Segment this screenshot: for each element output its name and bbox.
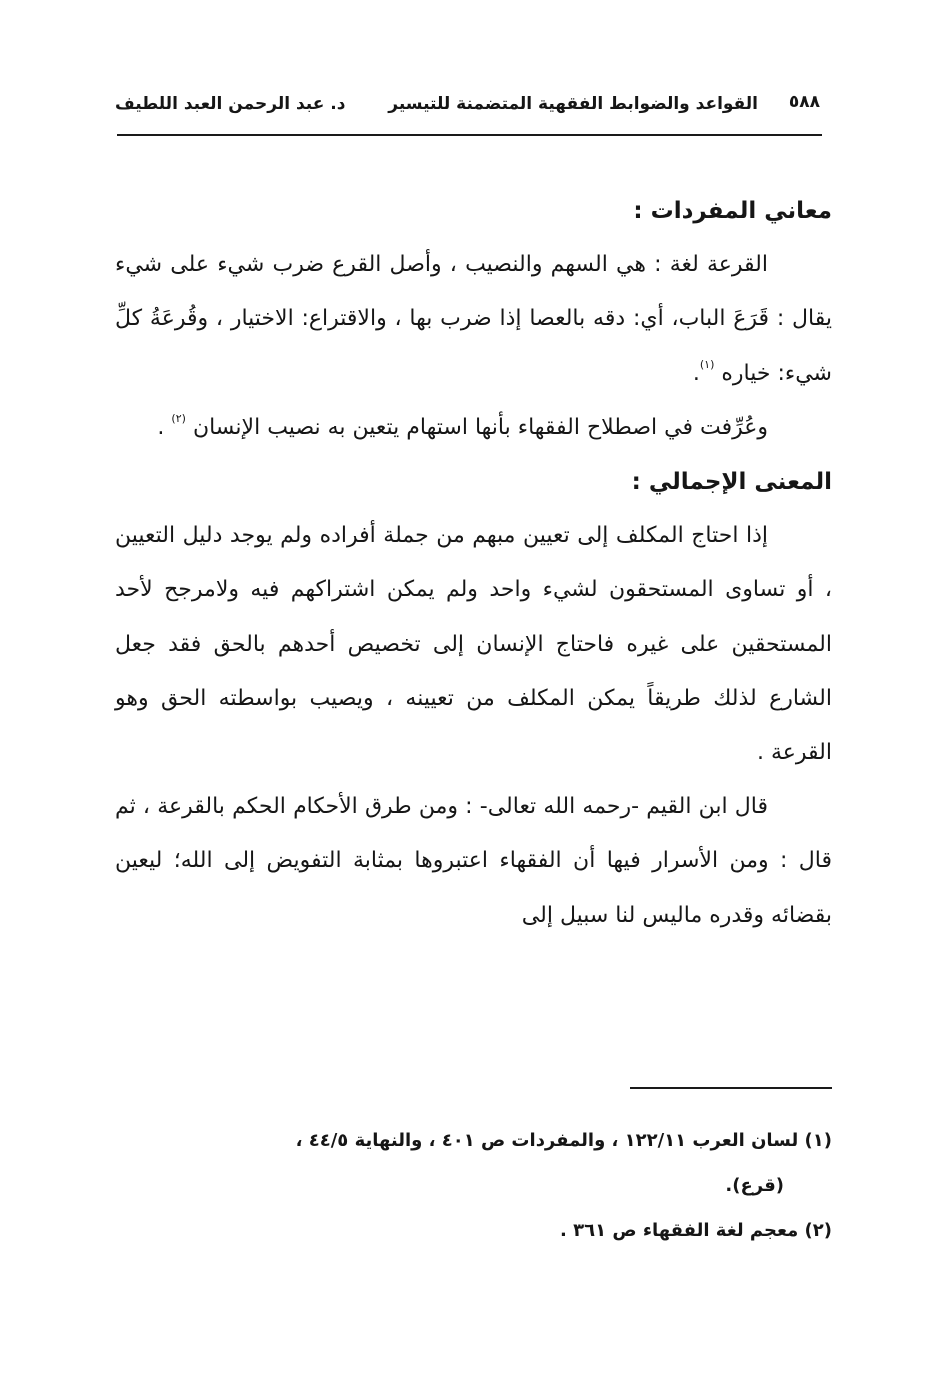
vocab-paragraph-1-end: . (692, 360, 700, 386)
footnote-2: (٢) معجم لغة الفقهاء ص ٣٦١ . (560, 1220, 832, 1241)
vocab-heading: معاني المفردات : (633, 198, 832, 224)
footnote-ref-2: (٢) (171, 411, 186, 425)
vocab-paragraph-2 (115, 401, 832, 455)
footnote-ref-1: (١) (699, 357, 715, 371)
running-header (115, 88, 820, 122)
vocab-paragraph-2-end: . (157, 414, 165, 440)
author-name: د. عبد الرحمن العبد اللطيف (115, 94, 346, 114)
book-title: القواعد والضوابط الفقهية المتضمنة للتيسير (388, 94, 758, 114)
main-text (115, 184, 832, 943)
vocab-paragraph-1 (115, 238, 832, 401)
vocab-paragraph-1-text: القرعة لغة : هي السهم والنصيب ، وأصل القرع ضرب شيء على شيء يقال : قَرَعَ الباب، أي: دقه بالعصا إذا ضرب بها ، والاقتراع: الاختيار ، وقُرعَةُ كلِّ شيء: خياره (115, 252, 832, 386)
summary-heading: المعنى الإجمالي : (631, 469, 832, 496)
vocab-paragraph-2-text: وعُرِّفت في اصطلاح الفقهاء بأنها استهام يتعين به نصيب الإنسان (192, 414, 768, 440)
header-divider (117, 134, 822, 136)
summary-paragraph-1: إذا احتاج المكلف إلى تعيين مبهم من جملة أفراده ولم يوجد دليل التعيين ، أو تساوى المستحقون لشيء واحد ولم يمكن اشتراكهم فيه ولامرجح لأحد المستحقين على غيره فاحتاج الإنسان إلى تخصيص أحدهم بالحق فقد جعل الشارع لذلك طريقاً يمكن المكلف من تعيينه ، ويصيب بواسطته الحق وهو القرعة . (115, 523, 832, 766)
footnotes (120, 1118, 832, 1253)
footnote-divider (630, 1087, 832, 1089)
summary-paragraph-2: قال ابن القيم -رحمه الله تعالى- : ومن طرق الأحكام الحكم بالقرعة ، ثم قال : ومن الأسرار فيها أن الفقهاء اعتبروها بمثابة التفويض إلى الله؛ ليعين بقضائه وقدره ماليس لنا سبيل إلى (115, 794, 832, 928)
footnote-1: (١) لسان العرب ١٢٢/١١ ، والمفردات ص ٤٠١ ، والنهاية ٤٤/٥ ، (295, 1130, 832, 1151)
page-number: ٥٨٨ (788, 92, 820, 112)
footnote-1-continuation: (قرع). (725, 1175, 784, 1196)
